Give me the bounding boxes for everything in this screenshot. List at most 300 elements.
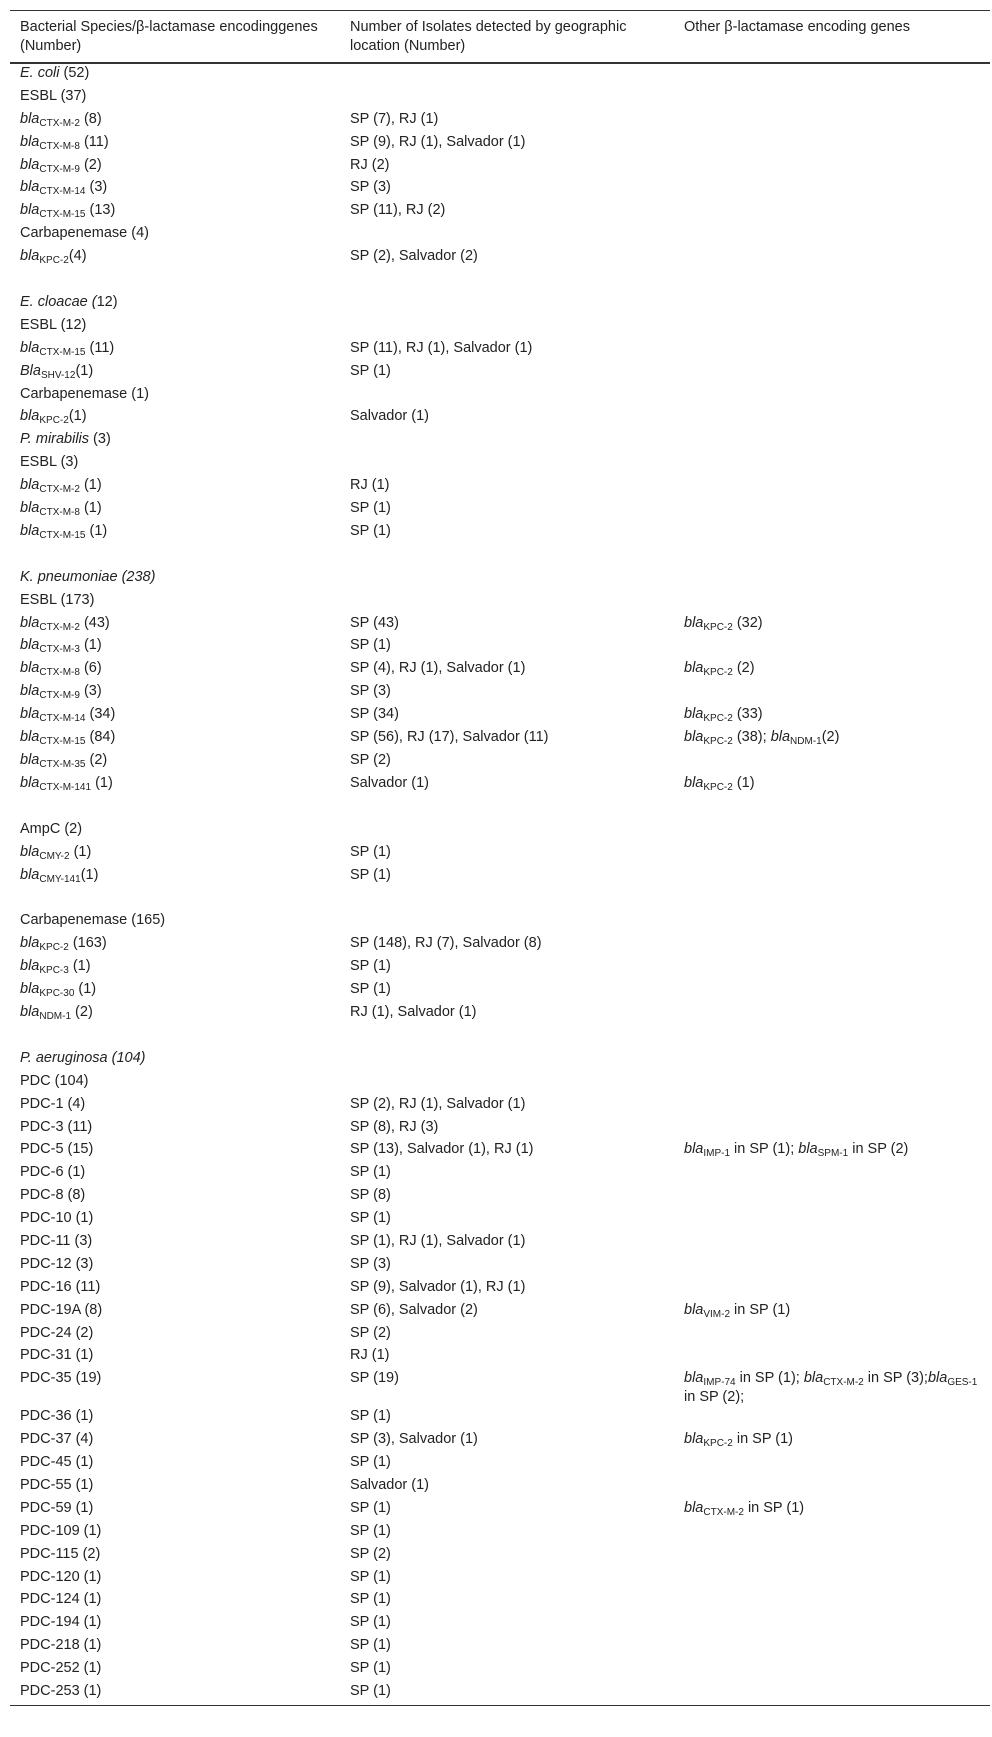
table-row [10, 1118, 990, 1141]
location-cell [340, 545, 674, 568]
cell-text: SP (1) [350, 362, 391, 379]
species-gene-cell [10, 820, 340, 843]
cell-text: (1) [68, 958, 91, 975]
species-gene-cell [10, 87, 340, 110]
location-cell [340, 820, 674, 843]
location-cell [340, 1369, 674, 1407]
cell-text: PDC-124 (1) [20, 1591, 102, 1608]
other-genes-cell [674, 636, 990, 659]
location-cell [340, 1209, 674, 1232]
italic-text: Bla [20, 362, 41, 379]
cell-text: SP (148), RJ (7), Salvador (8) [350, 935, 542, 952]
location-cell [340, 1255, 674, 1278]
species-gene-cell [10, 522, 340, 545]
cell-text: (6) [79, 660, 102, 677]
other-genes-cell [674, 110, 990, 133]
cell-text: PDC-252 (1) [20, 1660, 102, 1677]
cell-text: SP (1) [350, 843, 391, 860]
italic-text: bla [20, 637, 40, 654]
italic-text: bla [20, 614, 40, 631]
cell-text: SP (1) [350, 1164, 391, 1181]
cell-text: SP (1) [350, 1660, 391, 1677]
italic-text: bla [20, 843, 40, 860]
other-genes-cell [674, 1476, 990, 1499]
species-gene-cell [10, 1522, 340, 1545]
table-row [10, 1545, 990, 1568]
table-row [10, 407, 990, 430]
other-genes-cell [674, 339, 990, 362]
other-genes-cell [674, 797, 990, 820]
cell-text: RJ (1), Salvador (1) [350, 1003, 477, 1020]
table-row [10, 659, 990, 682]
species-gene-cell [10, 1003, 340, 1026]
other-genes-cell [674, 1232, 990, 1255]
table-row [10, 1636, 990, 1659]
cell-text: SP (2) [350, 751, 391, 768]
gene-subscript: KPC-2 [703, 736, 733, 748]
table-row [10, 1568, 990, 1591]
table-row [10, 934, 990, 957]
location-cell [340, 614, 674, 637]
species-gene-cell [10, 110, 340, 133]
cell-text: SP (9), Salvador (1), RJ (1) [350, 1278, 526, 1295]
italic-text: bla [20, 935, 40, 952]
italic-text: bla [20, 339, 40, 356]
other-genes-cell [674, 1186, 990, 1209]
species-gene-cell [10, 1301, 340, 1324]
cell-text: SP (4), RJ (1), Salvador (1) [350, 660, 526, 677]
italic-text: bla [20, 706, 40, 723]
location-cell [340, 682, 674, 705]
gene-subscript: CTX-M-15 [39, 209, 86, 221]
species-gene-cell [10, 797, 340, 820]
cell-text: PDC-5 (15) [20, 1141, 94, 1158]
cell-text: SP (1) [350, 1568, 391, 1585]
cell-text: RJ (1) [350, 477, 390, 494]
cell-text: (163) [68, 935, 107, 952]
table-row [10, 293, 990, 316]
cell-text: PDC-10 (1) [20, 1210, 94, 1227]
cell-text: in SP (3); [863, 1370, 928, 1387]
cell-text: (43) [79, 614, 110, 631]
cell-text: SP (56), RJ (17), Salvador (11) [350, 729, 549, 746]
beta-lactamase-table [10, 10, 990, 1706]
location-cell [340, 156, 674, 179]
location-cell [340, 1568, 674, 1591]
table-row [10, 911, 990, 934]
other-genes-cell [674, 87, 990, 110]
gene-subscript: CTX-M-9 [39, 163, 80, 175]
cell-text: Carbapenemase (4) [20, 225, 149, 242]
location-cell [340, 476, 674, 499]
table-row [10, 957, 990, 980]
species-gene-cell [10, 866, 340, 889]
location-cell [340, 1346, 674, 1369]
cell-text: ESBL (37) [20, 87, 87, 104]
gene-subscript: CTX-M-14 [39, 713, 86, 725]
table-row [10, 843, 990, 866]
other-genes-cell [674, 705, 990, 728]
table-row [10, 178, 990, 201]
gene-subscript: VIM-2 [703, 1308, 731, 1320]
location-cell [340, 1613, 674, 1636]
cell-text: SP (34) [350, 706, 399, 723]
other-genes-cell [674, 1118, 990, 1141]
italic-text: bla [20, 866, 40, 883]
table-row [10, 866, 990, 889]
species-gene-cell [10, 1049, 340, 1072]
other-genes-cell [674, 270, 990, 293]
species-gene-cell [10, 843, 340, 866]
gene-subscript: CTX-M-14 [39, 186, 86, 198]
location-cell [340, 705, 674, 728]
table-row [10, 224, 990, 247]
location-cell [340, 522, 674, 545]
header-geographic-location: Number of Isolates detected by geographic location (Number) [350, 19, 627, 54]
italic-text: bla [20, 248, 40, 265]
cell-text: SP (1), RJ (1), Salvador (1) [350, 1232, 526, 1249]
species-gene-cell [10, 614, 340, 637]
other-genes-cell [674, 1049, 990, 1072]
location-cell [340, 591, 674, 614]
table-row [10, 568, 990, 591]
gene-subscript: CTX-M-15 [39, 736, 86, 748]
italic-text: bla [684, 1141, 704, 1158]
location-cell [340, 1682, 674, 1705]
table-row [10, 1232, 990, 1255]
species-gene-cell [10, 1545, 340, 1568]
location-cell [340, 1545, 674, 1568]
cell-text: PDC-194 (1) [20, 1614, 102, 1631]
cell-text: SP (1) [350, 1637, 391, 1654]
species-gene-cell [10, 1407, 340, 1430]
gene-subscript: CTX-M-141 [39, 781, 92, 793]
location-cell [340, 1430, 674, 1453]
other-genes-cell [674, 316, 990, 339]
cell-text: SP (3) [350, 179, 391, 196]
gene-subscript: SHV-12 [40, 369, 76, 381]
gene-subscript: CTX-M-35 [39, 758, 86, 770]
cell-text: SP (1) [350, 1614, 391, 1631]
cell-text: RJ (2) [350, 156, 390, 173]
table-row [10, 133, 990, 156]
italic-text: bla [20, 408, 40, 425]
cell-text: SP (1) [350, 637, 391, 654]
cell-text: (2) [71, 1003, 93, 1020]
cell-text: SP (1) [350, 1591, 391, 1608]
gene-subscript: KPC-2 [39, 415, 69, 427]
italic-text: bla [927, 1370, 948, 1387]
table-row [10, 980, 990, 1003]
cell-text: SP (1) [350, 1454, 391, 1471]
table-row [10, 1369, 990, 1407]
header-other-genes: Other β-lactamase encoding genes [684, 19, 910, 35]
species-gene-cell [10, 430, 340, 453]
cell-text: (2) [732, 660, 755, 677]
other-genes-cell [674, 499, 990, 522]
cell-text: ESBL (12) [20, 316, 87, 333]
table-row [10, 1278, 990, 1301]
other-genes-cell [674, 1026, 990, 1049]
gene-subscript: KPC-2 [703, 667, 733, 679]
table-row [10, 201, 990, 224]
location-cell [340, 1636, 674, 1659]
cell-text: (33) [732, 706, 763, 723]
cell-text: PDC-120 (1) [20, 1568, 102, 1585]
location-cell [340, 774, 674, 797]
table-row [10, 1072, 990, 1095]
species-gene-cell [10, 705, 340, 728]
other-genes-cell [674, 1255, 990, 1278]
cell-text: PDC-35 (19) [20, 1370, 102, 1387]
gene-subscript: IMP-1 [703, 1148, 731, 1160]
location-cell [340, 1163, 674, 1186]
species-gene-cell [10, 1590, 340, 1613]
cell-text: SP (3), Salvador (1) [350, 1431, 478, 1448]
other-genes-cell [674, 1568, 990, 1591]
location-cell [340, 1407, 674, 1430]
gene-subscript: KPC-2 [39, 255, 69, 267]
spacer-row [10, 797, 990, 820]
other-genes-cell [674, 1430, 990, 1453]
cell-text: SP (1) [350, 1499, 391, 1516]
other-genes-cell [674, 591, 990, 614]
location-cell [340, 1095, 674, 1118]
location-cell [340, 1003, 674, 1026]
other-genes-cell [674, 385, 990, 408]
location-cell [340, 1026, 674, 1049]
species-gene-cell [10, 1140, 340, 1163]
cell-text: (38); [732, 729, 771, 746]
other-genes-cell [674, 751, 990, 774]
italic-text: bla [20, 500, 40, 517]
gene-subscript: GES-1 [947, 1377, 978, 1389]
species-gene-cell [10, 1232, 340, 1255]
species-gene-cell [10, 545, 340, 568]
cell-text: RJ (1) [350, 1347, 390, 1364]
table-row [10, 1095, 990, 1118]
other-genes-cell [674, 866, 990, 889]
cell-text: (8) [79, 110, 102, 127]
cell-text: PDC-115 (2) [20, 1545, 101, 1562]
table-row [10, 430, 990, 453]
cell-text: Salvador (1) [350, 774, 429, 791]
species-gene-cell [10, 339, 340, 362]
italic-text: bla [684, 729, 704, 746]
species-gene-cell [10, 888, 340, 911]
italic-text: bla [684, 774, 704, 791]
species-gene-cell [10, 751, 340, 774]
other-genes-cell [674, 453, 990, 476]
location-cell [340, 1072, 674, 1095]
other-genes-cell [674, 843, 990, 866]
cell-text: PDC-37 (4) [20, 1431, 94, 1448]
gene-subscript: KPC-2 [703, 621, 733, 633]
table-row [10, 1453, 990, 1476]
species-gene-cell [10, 728, 340, 751]
cell-text: Carbapenemase (1) [20, 385, 149, 402]
italic-text: bla [20, 1003, 40, 1020]
cell-text: (11) [85, 339, 115, 356]
cell-text: PDC-24 (2) [20, 1324, 94, 1341]
species-gene-cell [10, 316, 340, 339]
table-row [10, 1186, 990, 1209]
cell-text: SP (43) [350, 614, 399, 631]
table-row [10, 1209, 990, 1232]
location-cell [340, 87, 674, 110]
other-genes-cell [674, 1209, 990, 1232]
table-row [10, 1163, 990, 1186]
species-gene-cell [10, 1613, 340, 1636]
other-genes-cell [674, 201, 990, 224]
other-genes-cell [674, 545, 990, 568]
other-genes-cell [674, 362, 990, 385]
location-cell [340, 133, 674, 156]
table-row [10, 362, 990, 385]
other-genes-cell [674, 156, 990, 179]
species-gene-cell [10, 1346, 340, 1369]
location-cell [340, 293, 674, 316]
other-genes-cell [674, 430, 990, 453]
table-row [10, 774, 990, 797]
cell-text: in SP (2); [684, 1389, 745, 1406]
species-gene-cell [10, 1324, 340, 1347]
other-genes-cell [674, 888, 990, 911]
other-genes-cell [674, 1324, 990, 1347]
table-row [10, 1324, 990, 1347]
location-cell [340, 453, 674, 476]
table-row [10, 1499, 990, 1522]
spacer-row [10, 1026, 990, 1049]
table-row [10, 1682, 990, 1705]
cell-text: Salvador (1) [350, 408, 429, 425]
species-gene-cell [10, 682, 340, 705]
location-cell [340, 751, 674, 774]
species-gene-cell [10, 1163, 340, 1186]
cell-text: 12) [96, 294, 118, 311]
other-genes-cell [674, 911, 990, 934]
species-gene-cell [10, 980, 340, 1003]
other-genes-cell [674, 1453, 990, 1476]
gene-subscript: NDM-1 [39, 1010, 72, 1022]
gene-subscript: CTX-M-2 [39, 484, 80, 496]
other-genes-cell [674, 568, 990, 591]
cell-text: PDC-16 (11) [20, 1278, 101, 1295]
spacer-row [10, 270, 990, 293]
table-header [10, 11, 990, 64]
cell-text: SP (2), RJ (1), Salvador (1) [350, 1095, 526, 1112]
italic-text: E. cloacae ( [20, 294, 97, 311]
species-gene-cell [10, 453, 340, 476]
table-row [10, 682, 990, 705]
species-gene-cell [10, 362, 340, 385]
gene-subscript: IMP-74 [703, 1377, 736, 1389]
other-genes-cell [674, 820, 990, 843]
italic-text: bla [20, 156, 40, 173]
other-genes-cell [674, 957, 990, 980]
location-cell [340, 110, 674, 133]
other-genes-cell [674, 682, 990, 705]
other-genes-cell [674, 1545, 990, 1568]
cell-text: (34) [85, 706, 116, 723]
spacer-row [10, 888, 990, 911]
species-gene-cell [10, 133, 340, 156]
location-cell [340, 797, 674, 820]
cell-text: Carbapenemase (165) [20, 912, 166, 929]
species-gene-cell [10, 1568, 340, 1591]
gene-subscript: KPC-30 [39, 988, 75, 1000]
header-row [10, 11, 990, 64]
gene-subscript: KPC-2 [703, 1438, 733, 1450]
italic-text: P. mirabilis [20, 431, 90, 448]
cell-text: SP (3) [350, 683, 391, 700]
other-genes-cell [674, 1163, 990, 1186]
cell-text: (1) [85, 522, 108, 539]
gene-subscript: KPC-2 [703, 713, 733, 725]
other-genes-cell [674, 659, 990, 682]
table-row [10, 1301, 990, 1324]
other-genes-cell [674, 980, 990, 1003]
location-cell [340, 1499, 674, 1522]
cell-text: (1) [74, 981, 97, 998]
cell-text: SP (19) [350, 1370, 399, 1387]
table-row [10, 1049, 990, 1072]
species-gene-cell [10, 247, 340, 270]
cell-text: AmpC (2) [20, 820, 83, 837]
location-cell [340, 201, 674, 224]
cell-text: PDC-109 (1) [20, 1522, 102, 1539]
other-genes-cell [674, 1072, 990, 1095]
species-gene-cell [10, 1430, 340, 1453]
cell-text: SP (2) [350, 1324, 391, 1341]
location-cell [340, 1453, 674, 1476]
cell-text: SP (1) [350, 1210, 391, 1227]
other-genes-cell [674, 293, 990, 316]
table-row [10, 728, 990, 751]
location-cell [340, 499, 674, 522]
table-row [10, 751, 990, 774]
location-cell [340, 430, 674, 453]
cell-text: (1) [732, 774, 755, 791]
species-gene-cell [10, 1186, 340, 1209]
cell-text: SP (1) [350, 981, 391, 998]
location-cell [340, 247, 674, 270]
species-gene-cell [10, 1026, 340, 1049]
cell-text: SP (7), RJ (1) [350, 110, 439, 127]
species-gene-cell [10, 934, 340, 957]
location-cell [340, 63, 674, 87]
cell-text: (32) [732, 614, 763, 631]
location-cell [340, 934, 674, 957]
cell-text: (3) [85, 179, 108, 196]
table-row [10, 1255, 990, 1278]
other-genes-cell [674, 1522, 990, 1545]
cell-text: in SP (1) [732, 1431, 793, 1448]
cell-text: (2) [821, 729, 840, 746]
location-cell [340, 1278, 674, 1301]
cell-text: in SP (1); [735, 1370, 804, 1387]
species-gene-cell [10, 911, 340, 934]
other-genes-cell [674, 1301, 990, 1324]
other-genes-cell [674, 1499, 990, 1522]
species-gene-cell [10, 957, 340, 980]
cell-text: SP (1) [350, 958, 391, 975]
gene-subscript: KPC-2 [39, 942, 69, 954]
other-genes-cell [674, 728, 990, 751]
table-container [10, 10, 990, 1706]
location-cell [340, 659, 674, 682]
table-row [10, 499, 990, 522]
